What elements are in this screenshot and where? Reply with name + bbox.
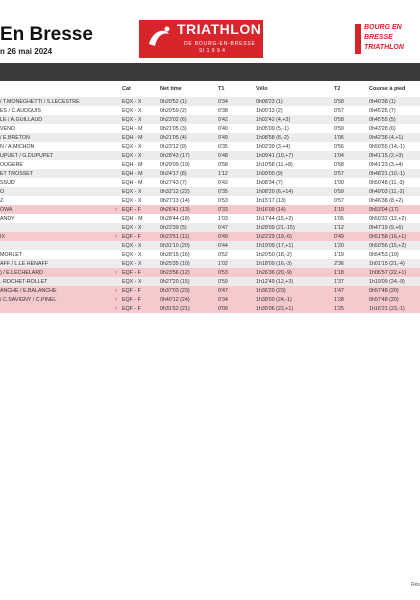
t2-time: 0'59 [334, 125, 344, 132]
t2-time: 1'06 [334, 134, 344, 141]
bike-time: 1h08'34 (7) [256, 179, 283, 186]
team-name: N / A.MICHON [0, 143, 35, 150]
run-time: 0h43'28 (6) [369, 125, 396, 132]
category: EQH - M [122, 134, 143, 141]
t2-time: 2'36 [334, 260, 344, 267]
category: EQX - X [122, 197, 142, 204]
team-name: . ROCHET-ROLLET [0, 278, 48, 285]
category: EQF - F [122, 296, 141, 303]
run-time: 0h50'32 (12,+2) [369, 215, 407, 222]
t1-time: 0'44 [218, 242, 228, 249]
t1-time: 0'09 [218, 305, 228, 312]
female-icon: ♀ [114, 206, 118, 213]
run-time: 0h45'55 (5) [369, 116, 396, 123]
category: EQH - M [122, 179, 143, 186]
event-date: n 26 mai 2024 [0, 47, 53, 56]
table-row [0, 250, 420, 259]
t1-time: 0'49 [218, 134, 228, 141]
t2-time: 1'00 [334, 179, 344, 186]
t1-time: 0'34 [218, 98, 228, 105]
run-time: 0h57'48 (20) [369, 287, 399, 294]
table-row [0, 97, 420, 106]
bike-time: 1h26'36 (20,-9) [256, 269, 292, 276]
t2-time: 0'58 [334, 116, 344, 123]
col-header-net-time: Net time [160, 86, 182, 92]
t1-time: 0'53 [218, 269, 228, 276]
net-time: 0h27'43 (7) [160, 179, 187, 186]
net-time: 0h20'59 (2) [160, 107, 187, 114]
table-row [0, 196, 420, 205]
t1-time: 0'58 [218, 161, 228, 168]
female-icon: ♀ [114, 296, 118, 303]
category: EQF - F [122, 305, 141, 312]
bike-time: 1h38'00 (24,-1) [256, 296, 292, 303]
bike-time: 1h09'00 (9) [256, 170, 283, 177]
net-time: 0h28'15 (16) [160, 251, 190, 258]
t1-time: 0'34 [218, 296, 228, 303]
net-time: 0h28'44 (18) [160, 215, 190, 222]
swirl-icon [145, 24, 173, 52]
t2-time: 1'12 [334, 224, 344, 231]
t2-time: 0'59 [334, 188, 344, 195]
net-time: 0h29'09 (19) [160, 161, 190, 168]
team-name: O [0, 188, 5, 195]
bike-time: 1h00'13 (2) [256, 107, 283, 114]
category: EQF - F [122, 269, 141, 276]
club-logo-line: BOURG EN [364, 24, 402, 31]
net-time: 0h31'10 (20) [160, 242, 190, 249]
team-name: MORLET [0, 251, 23, 258]
t2-time: 1'04 [334, 152, 344, 159]
category: EQX - X [122, 260, 142, 267]
t1-time: 1'02 [218, 260, 228, 267]
net-time: 0h40'12 (24) [160, 296, 190, 303]
table-row [0, 106, 420, 115]
t1-time: 0'42 [218, 179, 228, 186]
t1-time: 0'35 [218, 188, 228, 195]
bike-time: 1h02'42 (4,+3) [256, 116, 291, 123]
footer-note: Rés [411, 582, 420, 588]
run-time: 0h41'15 (2,+3) [369, 152, 404, 159]
t1-time: 1'03 [218, 215, 228, 222]
t2-time: 1'10 [334, 206, 344, 213]
t1-time: 0'52 [218, 251, 228, 258]
team-name: VENO [0, 125, 16, 132]
team-name: UPUET / G.DUPUPET [0, 152, 54, 159]
run-time: 0h54'53 (19) [369, 251, 399, 258]
team-name: LE / A.GUILLAUD [0, 116, 43, 123]
category: EQH - M [122, 215, 143, 222]
run-time: 0h50'56 (15,+2) [369, 242, 407, 249]
t1-time: 0'48 [218, 152, 228, 159]
category: EQX - X [122, 98, 142, 105]
run-time: 0h41'23 (3,+4) [369, 161, 404, 168]
table-row [0, 214, 420, 223]
table-row [0, 178, 420, 187]
t1-time: 0'40 [218, 125, 228, 132]
team-name: SSUD [0, 179, 15, 186]
net-time: 0h20'52 (1) [160, 98, 187, 105]
run-time: 1h16'21 (23,-1) [369, 305, 405, 312]
category: EQX - X [122, 278, 142, 285]
bike-time: 1h10'58 (11,+8) [256, 161, 293, 168]
results-table-header [0, 86, 420, 95]
col-header-cat: Cat [122, 86, 131, 92]
t2-time: 0'56 [334, 143, 344, 150]
net-time: 0h37'03 (23) [160, 287, 190, 294]
bike-time: 1h19'09 (17,+1) [256, 242, 294, 249]
t2-time: 0'57 [334, 170, 344, 177]
table-row [0, 241, 420, 250]
t2-time: 1'37 [334, 278, 344, 285]
results-table-body [0, 97, 420, 313]
t2-time: 0'49 [334, 233, 344, 240]
category: EQX - X [122, 116, 142, 123]
team-name: / C.SAVIGNY / C.PINEL [0, 296, 57, 303]
bike-time: 1h05'09 (5,-1) [256, 125, 289, 132]
run-time: 0h45'25 (7) [369, 107, 396, 114]
table-row [0, 223, 420, 232]
run-time: 1h19'09 (24,-9) [369, 278, 405, 285]
net-time: 0h23'02 (6) [160, 116, 187, 123]
table-row [0, 151, 420, 160]
t1-time: 0'33 [218, 206, 228, 213]
net-time: 0h28'43 (17) [160, 152, 190, 159]
t2-time: 1'18 [334, 269, 344, 276]
club-logo-line: TRIATHLON [364, 44, 404, 51]
t2-time: 0'57 [334, 197, 344, 204]
category: EQH - M [122, 161, 143, 168]
female-icon: ♀ [114, 269, 118, 276]
club-logo-bar [355, 24, 361, 54]
net-time: 0h22'39 (5) [160, 224, 187, 231]
bike-time: 1h22'29 (19,-6) [256, 233, 292, 240]
t2-time: 0'58 [334, 161, 344, 168]
t1-time: 0'49 [218, 233, 228, 240]
col-header-t2: T2 [334, 86, 341, 92]
female-icon: ♀ [114, 287, 118, 294]
team-name: Z [0, 197, 4, 204]
net-time: 0h21'05 (4) [160, 134, 187, 141]
bike-time: 1h08'58 (8,-2) [256, 134, 289, 141]
category: EQX - X [122, 143, 142, 150]
t2-time: 1'25 [334, 305, 344, 312]
table-row [0, 187, 420, 196]
bike-time: 1h20'50 (18,-2) [256, 251, 292, 258]
run-time: 0h53'04 (17) [369, 206, 399, 213]
run-time: 1h06'57 (22,+1) [369, 269, 407, 276]
category: EQF - F [122, 206, 141, 213]
table-row [0, 205, 420, 214]
run-time: 0h50'55 (14,-1) [369, 143, 405, 150]
female-icon: ♀ [114, 233, 118, 240]
bike-time: 1h36'20 (23) [256, 287, 286, 294]
net-time: 0h27'13 (14) [160, 197, 190, 204]
team-name: ES / C.AUDGUIS [0, 107, 41, 114]
category: EQF - F [122, 287, 141, 294]
run-time: 0h49'03 (11,-2) [369, 188, 405, 195]
run-time: 0h51'58 (16,+1) [369, 233, 407, 240]
t1-time: 0'42 [218, 116, 228, 123]
bike-time: 1h02'39 (3,+4) [256, 143, 291, 150]
net-time: 0h26'41 (13) [160, 206, 190, 213]
bike-time: 1h16'09 (14) [256, 206, 286, 213]
team-name: ) / E.LECHELARD [0, 269, 43, 276]
net-time: 0h21'05 (3) [160, 125, 187, 132]
team-name: ANCHE / E.BALANCHE [0, 287, 57, 294]
bike-time: 1h12'49 (12,+3) [256, 278, 294, 285]
t1-time: 0'35 [218, 143, 228, 150]
team-name: ET TROSSET [0, 170, 34, 177]
logo-since: SI 1 9 9 4 [199, 48, 226, 54]
run-time: 0h40'38 (1) [369, 98, 396, 105]
t1-time: 0'53 [218, 197, 228, 204]
net-time: 0h23'56 (12) [160, 269, 190, 276]
table-row [0, 115, 420, 124]
team-name: ANDY [0, 215, 15, 222]
category: EQX - X [122, 188, 142, 195]
run-time: 0h48'21 (10,-1) [369, 170, 405, 177]
t2-time: 1'20 [334, 242, 344, 249]
category: EQX - X [122, 107, 142, 114]
t2-time: 1'28 [334, 296, 344, 303]
category: EQH - M [122, 170, 143, 177]
category: EQH - M [122, 125, 143, 132]
t2-time: 1'05 [334, 215, 344, 222]
category: EQX - X [122, 242, 142, 249]
team-name: OUGERE [0, 161, 23, 168]
team-name: OWA [0, 206, 13, 213]
bike-time: 0h08'23 (1) [256, 98, 283, 105]
net-time: 0h25'35 (10) [160, 260, 190, 267]
run-time: 0h46'38 (8,+2) [369, 197, 404, 204]
bike-time: 1h17'44 (15,+2) [256, 215, 294, 222]
t1-time: 0'47 [218, 287, 228, 294]
net-time: 0h27'20 (15) [160, 278, 190, 285]
table-row [0, 295, 420, 304]
bike-time: 1h08'20 (6,+14) [256, 188, 294, 195]
table-row [0, 268, 420, 277]
table-row [0, 232, 420, 241]
table-row [0, 277, 420, 286]
table-row [0, 259, 420, 268]
run-time: 0h47'19 (9,+6) [369, 224, 404, 231]
t1-time: 0'47 [218, 224, 228, 231]
run-time: 0h42'36 (4,+1) [369, 134, 404, 141]
category: EQF - F [122, 233, 141, 240]
t2-time: 0'57 [334, 107, 344, 114]
col-header-t1: T1 [218, 86, 225, 92]
net-time: 0h31'52 (21) [160, 305, 190, 312]
table-row [0, 286, 420, 295]
net-time: 0h23'12 (9) [160, 143, 187, 150]
net-time: 0h24'17 (8) [160, 170, 187, 177]
bike-time: 1h18'09 (16,-3) [256, 260, 292, 267]
net-time: 0h23'51 (11) [160, 233, 190, 240]
run-time: 0h50'48 (11,-3) [369, 179, 405, 186]
category: EQX - X [122, 224, 142, 231]
t1-time: 0'59 [218, 278, 228, 285]
team-name: / T.MONEGHETTI / S.LECESTRE [0, 98, 80, 105]
table-row [0, 142, 420, 151]
team-name: / E.BRETON [0, 134, 30, 141]
team-name: AFF / L.LE HENAFF [0, 260, 48, 267]
triathlon-logo [139, 20, 263, 58]
t1-time: 0'38 [218, 107, 228, 114]
table-row [0, 169, 420, 178]
logo-subtitle: DE BOURG-EN-BRESSE [184, 41, 256, 47]
table-row [0, 304, 420, 313]
section-banner [0, 63, 420, 81]
bike-time: 1h09'41 (10,+7) [256, 152, 294, 159]
page-title: En Bresse [0, 24, 93, 45]
table-row [0, 160, 420, 169]
run-time: 1h01'15 (21,-4) [369, 260, 405, 267]
category: EQX - X [122, 251, 142, 258]
table-row [0, 133, 420, 142]
female-icon: ♀ [114, 305, 118, 312]
club-logo-line: BRESSE [364, 34, 393, 41]
t1-time: 1'12 [218, 170, 228, 177]
net-time: 0h32'12 (22) [160, 188, 190, 195]
bike-time: 1h35'06 (22,+1) [256, 305, 294, 312]
t2-time: 0'58 [334, 98, 344, 105]
t2-time: 1'19 [334, 251, 344, 258]
logo-title: TRIATHLON [177, 21, 262, 37]
team-name: IX [0, 233, 6, 240]
bike-time: 1h28'09 (21,-15) [256, 224, 295, 231]
club-logo [355, 24, 417, 56]
page-header [0, 18, 420, 62]
col-header-velo: Vélo [256, 86, 268, 92]
col-header-course: Course à pied [369, 86, 406, 92]
category: EQX - X [122, 152, 142, 159]
bike-time: 1h15'17 (13) [256, 197, 286, 204]
table-row [0, 124, 420, 133]
t2-time: 1'47 [334, 287, 344, 294]
run-time: 0h57'48 (20) [369, 296, 399, 303]
